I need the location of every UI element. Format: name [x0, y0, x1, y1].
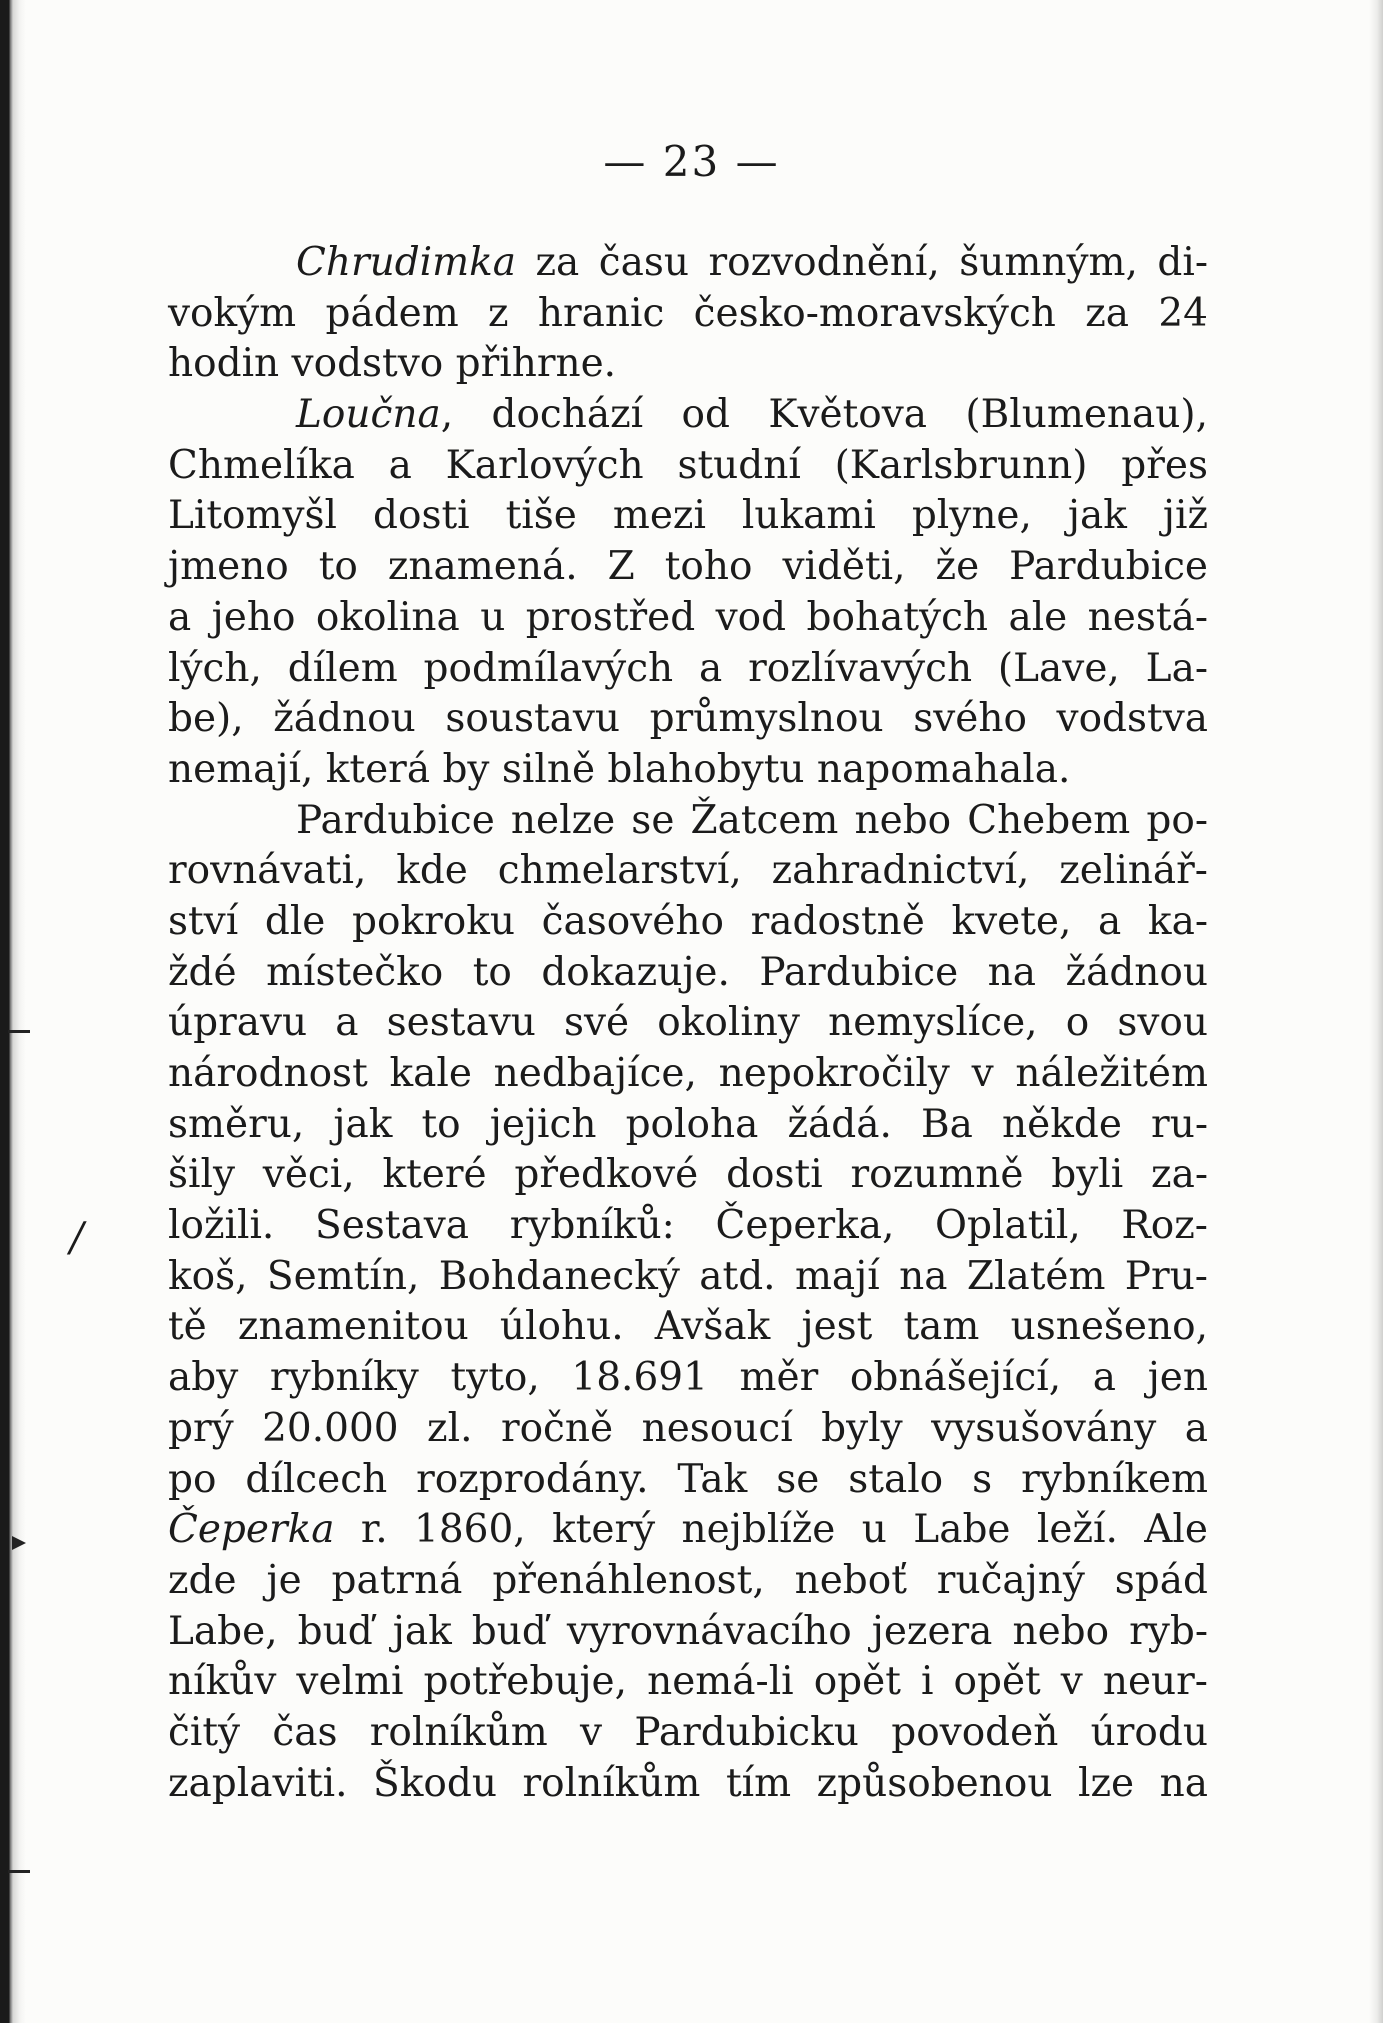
- page-binding-edge: [0, 0, 26, 2023]
- text-line: ství dle pokroku časového radostně kvete, a ka-: [168, 898, 1208, 944]
- text-line: vokým pádem z hranic česko-moravských za 24: [168, 290, 1208, 336]
- page-right-edge: [1369, 0, 1383, 2023]
- text-line: jmeno to znamená. Z toho viděti, že Pardubice: [168, 544, 1208, 590]
- text-line: ždé místečko to dokazuje. Pardubice na žádnou: [168, 949, 1208, 995]
- italic-term: Chrudimka: [296, 240, 517, 285]
- text-line: be), žádnou soustavu průmyslnou svého vodstva: [168, 696, 1208, 742]
- italic-term: Loučna: [296, 392, 441, 438]
- text-line: zaplaviti. Škodu rolníkům tím způsobenou lze na: [168, 1760, 1208, 1806]
- italic-term: Čeperka: [168, 1507, 335, 1553]
- text-line: zde je patrná přenáhlenost, neboť ručajný spád: [168, 1557, 1208, 1603]
- text-line: Litomyšl dosti tiše mezi lukami plyne, jak již: [168, 493, 1208, 539]
- text-line: Čeperka r. 1860, který nejblíže u Labe leží. Ale: [168, 1507, 1208, 1553]
- text-line: úpravu a sestavu své okoliny nemyslíce, o svou: [168, 1000, 1208, 1046]
- text-line: prý 20.000 zl. ročně nesoucí byly vysušovány a: [168, 1405, 1208, 1451]
- page-number: — 23 —: [603, 137, 780, 186]
- text-line: koš, Semtín, Bohdanecký atd. mají na Zlatém Pru-: [168, 1253, 1208, 1299]
- text-line: níkův velmi potřebuje, nemá-li opět i opět v neur-: [168, 1659, 1208, 1705]
- text-line: nemají, která by silně blahobytu napomahala.: [168, 746, 1071, 792]
- text-line: ložili. Sestava rybníků: Čeperka, Oplatil, Roz-: [168, 1203, 1208, 1249]
- margin-mark: /: [70, 1215, 84, 1261]
- binding-tick-mark: [8, 1030, 30, 1033]
- text-line: hodin vodstvo přihrne.: [168, 341, 617, 387]
- text-line: aby rybníky tyto, 18.691 měr obnášející, a jen: [168, 1355, 1208, 1401]
- text-line: Pardubice nelze se Žatcem nebo Chebem po-: [296, 797, 1208, 843]
- text-line: šily věci, které předkové dosti rozumně byli za-: [168, 1152, 1208, 1198]
- text-line: tě znamenitou úlohu. Avšak jest tam usnešeno,: [168, 1304, 1208, 1350]
- text-line: Chrudimka za času rozvodnění, šumným, di-: [296, 240, 1208, 285]
- text-line: směru, jak to jejich poloha žádá. Ba někde ru-: [168, 1101, 1208, 1147]
- text-line: Labe, buď jak buď vyrovnávacího jezera nebo ryb-: [168, 1608, 1208, 1654]
- text-line: po dílcech rozprodány. Tak se stalo s rybníkem: [168, 1456, 1208, 1502]
- text-line: národnost kale nedbajíce, nepokročily v náležitém: [168, 1051, 1208, 1096]
- binding-tick-mark: [8, 1870, 30, 1873]
- text-line: lých, dílem podmílavých a rozlívavých (Lave, La-: [168, 645, 1208, 691]
- text-line: a jeho okolina u prostřed vod bohatých ale nestá-: [168, 594, 1208, 640]
- text-line: čitý čas rolníkům v Pardubicku povodeň úrodu: [168, 1709, 1208, 1755]
- text-line: rovnávati, kde chmelarství, zahradnictví, zelinář-: [168, 848, 1208, 894]
- body-text: [168, 238, 1208, 1809]
- text-line: Chmelíka a Karlových studní (Karlsbrunn) přes: [168, 442, 1208, 488]
- binding-arrow-mark: [12, 1536, 26, 1550]
- text-line: Loučna, dochází od Květova (Blumenau),: [296, 392, 1208, 438]
